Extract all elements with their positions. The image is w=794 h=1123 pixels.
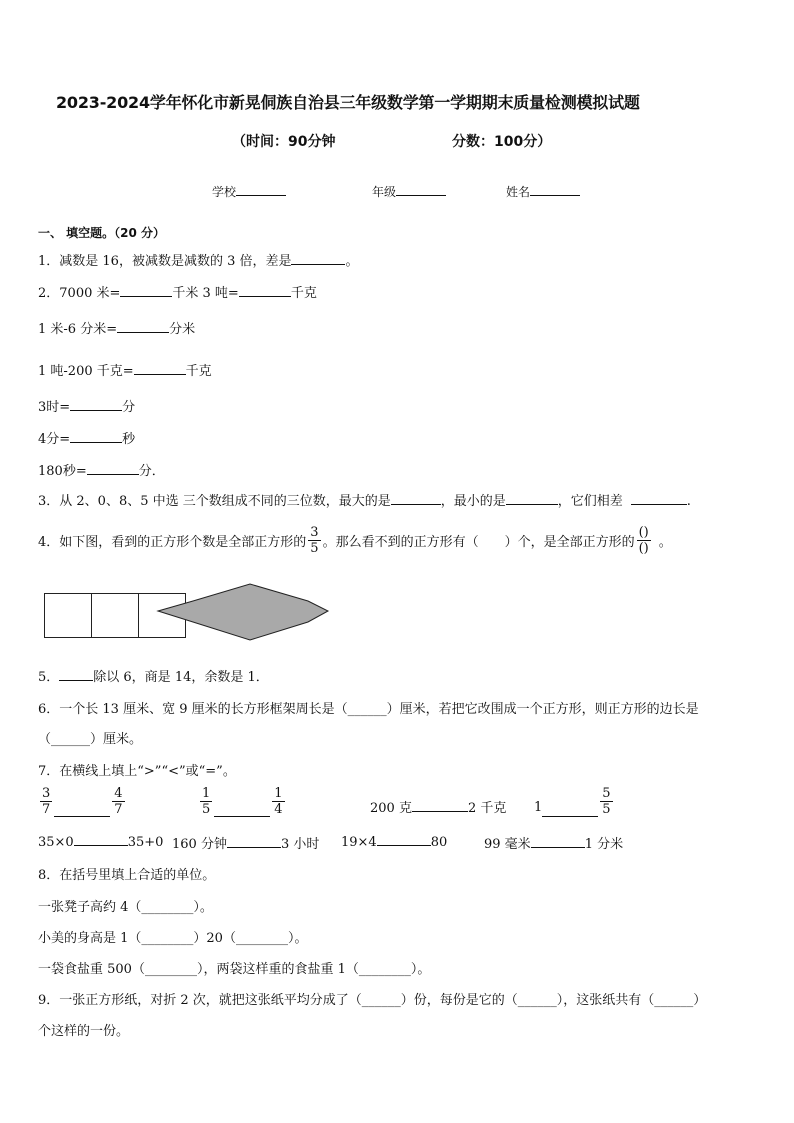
q3-b: ，最小的是 [440,494,506,509]
q2-blank-6[interactable] [70,430,122,443]
frac-den: 5 [310,541,319,556]
q4-b: 。那么看不到的正方形有（ ）个，是全部正方形的 [322,535,635,550]
q7-compare-3 [370,797,506,816]
frac-den-blank[interactable]: () [638,541,649,556]
q7-compare-2 [198,786,287,817]
frac-num-blank[interactable]: () [638,525,649,540]
q7-blank-8[interactable] [531,835,585,848]
grade-field [372,183,446,200]
q3-blank-max[interactable] [391,492,441,505]
question-9-line-2: 个这样的一份。 [38,1024,130,1039]
question-2-line-1 [38,282,317,301]
square-1 [45,594,92,638]
frac-num: 3 [310,525,319,540]
q4-c: 。 [658,535,672,550]
q2-l3b: 千克 [185,364,212,379]
frac-den: 5 [602,802,611,817]
grade-blank[interactable] [396,183,446,196]
frac-1-4 [272,787,284,816]
q2-blank-5[interactable] [70,398,122,411]
fraction-blank[interactable] [637,526,651,555]
frac-1-5 [200,787,212,816]
question-6-line-2: （______）厘米。 [38,732,143,747]
time-label: （时间：90分钟 [232,134,336,150]
q1-end: 。 [345,254,359,269]
school-field [212,183,286,200]
frac-num: 3 [42,786,51,801]
question-2-line-5 [38,428,135,447]
q2-l3a: 1 吨-200 千克= [38,364,134,379]
question-8-line-1: 一张凳子高约 4（________）。 [38,900,213,915]
q7-compare-1 [38,786,127,817]
q4-a: 4．如下图，看到的正方形个数是全部正方形的 [38,535,307,550]
section-title: 一、 填空题。（20 分） [38,226,166,240]
question-7-title: 7．在横线上填上“>”“<”或“=”。 [38,764,236,779]
name-blank[interactable] [530,183,580,196]
q3-d: . [686,494,691,509]
question-2-line-2 [38,318,195,337]
frac-num: 4 [114,786,123,801]
q2-l5b: 秒 [122,432,136,447]
q7-row-2c [341,833,447,850]
q7-r2d: 3 小时 [280,837,320,852]
question-2-line-3 [38,360,212,379]
q3-c: ，它们相差 [557,494,623,509]
q7-c3b: 2 千克 [467,801,507,816]
question-8-line-3: 一袋食盐重 500（________），两袋这样重的食盐重 1（________）。 [38,962,431,977]
q2-blank-4[interactable] [134,362,186,375]
frac-3-7 [40,787,52,816]
q5-a: 5． [38,670,60,685]
q7-blank-5[interactable] [74,833,128,846]
q7-r2a: 35×0 [38,835,74,850]
q2-blank-2[interactable] [239,284,291,297]
question-8-title: 8．在括号里填上合适的单位。 [38,868,216,883]
q2-l2b: 分米 [169,322,196,337]
question-5 [38,666,269,685]
q7-row-2b [172,833,319,852]
frac-den: 4 [274,802,283,817]
question-1 [38,250,359,269]
school-blank[interactable] [236,183,286,196]
q7-c3a: 200 克 [370,801,412,816]
q2-l5a: 4分= [38,432,71,447]
q1-blank[interactable] [291,252,345,265]
question-6-line-1: 6．一个长 13 厘米、宽 9 厘米的长方形框架周长是（______）厘米，若把它改围成一个正方形，则正方形的边长是 [38,702,699,717]
q7-blank-7[interactable] [377,833,431,846]
q7-r2f: 80 [430,835,448,850]
q7-c4a: 1 [534,800,543,815]
q7-r2e: 19×4 [341,835,377,850]
q2-blank-1[interactable] [120,284,172,297]
question-8-line-2: 小美的身高是 1（________）20（________）。 [38,931,308,946]
q1-text: 1．减数是 16，被减数是减数的 3 倍，差是 [38,254,292,269]
squares-figure [40,582,340,644]
frac-4-7 [112,787,124,816]
q7-blank-3[interactable] [412,799,468,812]
q7-r2g: 99 毫米 [484,837,531,852]
q2-l1b: 千米 3 吨= [172,286,239,301]
q5-blank[interactable] [59,668,93,681]
question-2-line-6 [38,460,165,479]
q7-blank-2[interactable] [214,804,270,817]
q7-row-2d [484,833,623,852]
school-label: 学校 [212,185,237,199]
frac-5-5 [600,787,612,816]
frac-num: 1 [274,786,283,801]
question-2-line-4 [38,396,135,415]
q3-blank-diff[interactable] [631,492,687,505]
grade-label: 年级 [372,185,397,199]
q3-a: 3．从 2、0、8、5 中选 三个数组成不同的三位数，最大的是 [38,494,391,509]
q7-blank-1[interactable] [54,804,110,817]
q7-blank-4[interactable] [542,804,598,817]
q7-r2h: 1 分米 [584,837,624,852]
q2-blank-3[interactable] [117,320,169,333]
q2-l4a: 3时= [38,400,71,415]
question-4 [38,526,672,555]
q2-l4b: 分 [122,400,136,415]
q7-row-2a [38,833,163,850]
q7-r2c: 160 分钟 [172,837,227,852]
q7-compare-4 [534,786,615,817]
score-label: 分数：100分） [452,134,552,150]
q2-l2a: 1 米-6 分米= [38,322,118,337]
page-title: 2023-2024学年怀化市新晃侗族自治县三年级数学第一学期期末质量检测模拟试题 [56,93,640,112]
q3-blank-min[interactable] [506,492,558,505]
frac-den: 7 [42,802,51,817]
frac-num: 1 [202,786,211,801]
q2-l6b: 分． [138,464,165,479]
q2-l1a: 2．7000 米= [38,286,121,301]
name-field [506,183,580,200]
frac-den: 7 [114,802,123,817]
name-label: 姓名 [506,185,531,199]
frac-num: 5 [602,786,611,801]
square-2 [92,594,139,638]
q5-b: 除以 6，商是 14，余数是 1． [93,670,269,685]
q2-blank-7[interactable] [87,462,139,475]
frac-den: 5 [202,802,211,817]
question-3 [38,490,691,509]
q2-l1c: 千克 [290,286,317,301]
q7-blank-6[interactable] [227,835,281,848]
question-9-line-1: 9．一张正方形纸，对折 2 次，就把这张纸平均分成了（______）份，每份是它的（______），这张纸共有（______） [38,993,707,1008]
q2-l6a: 180秒= [38,464,87,479]
fraction-three-fifths [308,526,320,555]
q7-r2b: 35+0 [127,835,164,850]
